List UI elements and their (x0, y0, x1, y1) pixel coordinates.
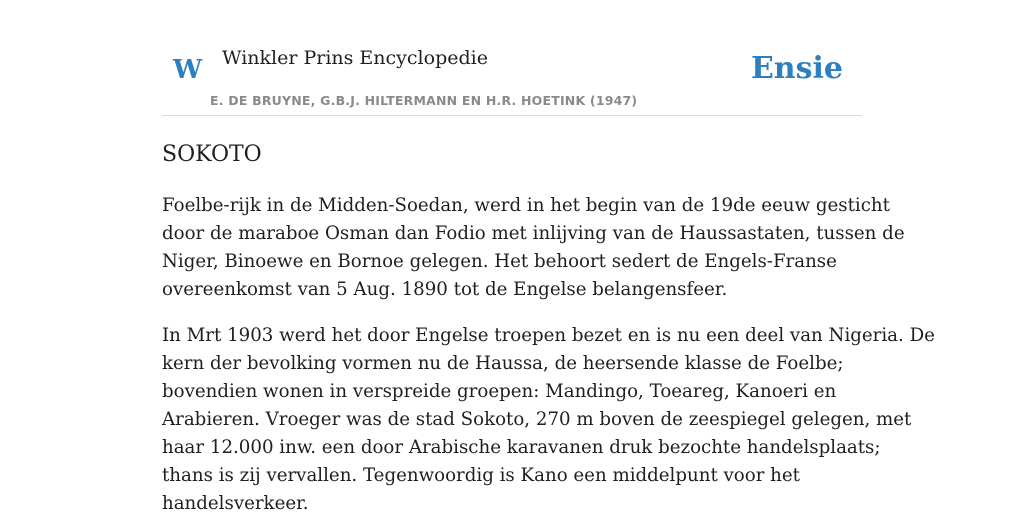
paragraph-line: Arabieren. Vroeger was de stad Sokoto, 270 m boven de zeespiegel gelegen, met (162, 409, 912, 430)
paragraph-line: haar 12.000 inw. een door Arabische karavanen druk bezochte handelsplaats; (162, 437, 881, 458)
paragraph-line: door de maraboe Osman dan Fodio met inlijving van de Haussastaten, tussen de (162, 223, 905, 244)
site-title[interactable]: Winkler Prins Encyclopedie (222, 47, 488, 69)
header (162, 0, 862, 116)
paragraph-line: handelsverkeer. (162, 493, 309, 514)
paragraph-line: Foelbe-rijk in de Midden-Soedan, werd in het begin van de 19de eeuw gesticht (162, 195, 890, 216)
article-title: SOKOTO (162, 142, 262, 167)
paragraph-line: kern der bevolking vormen nu de Haussa, de heersende klasse de Foelbe; (162, 353, 844, 374)
article-paragraph-2 (162, 322, 935, 518)
logo-icon[interactable]: W (173, 55, 203, 85)
paragraph-line: In Mrt 1903 werd het door Engelse troepen bezet en is nu een deel van Nigeria. De (162, 325, 935, 346)
paragraph-line: bovendien wonen in verspreide groepen: Mandingo, Toeareg, Kanoeri en (162, 381, 837, 402)
article-paragraph-1 (162, 192, 905, 304)
paragraph-line: overeenkomst van 5 Aug. 1890 tot de Engelse belangensfeer. (162, 279, 728, 300)
page (162, 0, 935, 514)
paragraph-line: Niger, Binoewe en Bornoe gelegen. Het behoort sedert de Engels-Franse (162, 251, 837, 272)
paragraph-line: thans is zij vervallen. Tegenwoordig is Kano een middelpunt voor het (162, 465, 800, 486)
brand-logo[interactable]: Ensie (750, 51, 843, 86)
authors-line: E. DE BRUYNE, G.B.J. HILTERMANN EN H.R. HOETINK (1947) (210, 93, 638, 108)
